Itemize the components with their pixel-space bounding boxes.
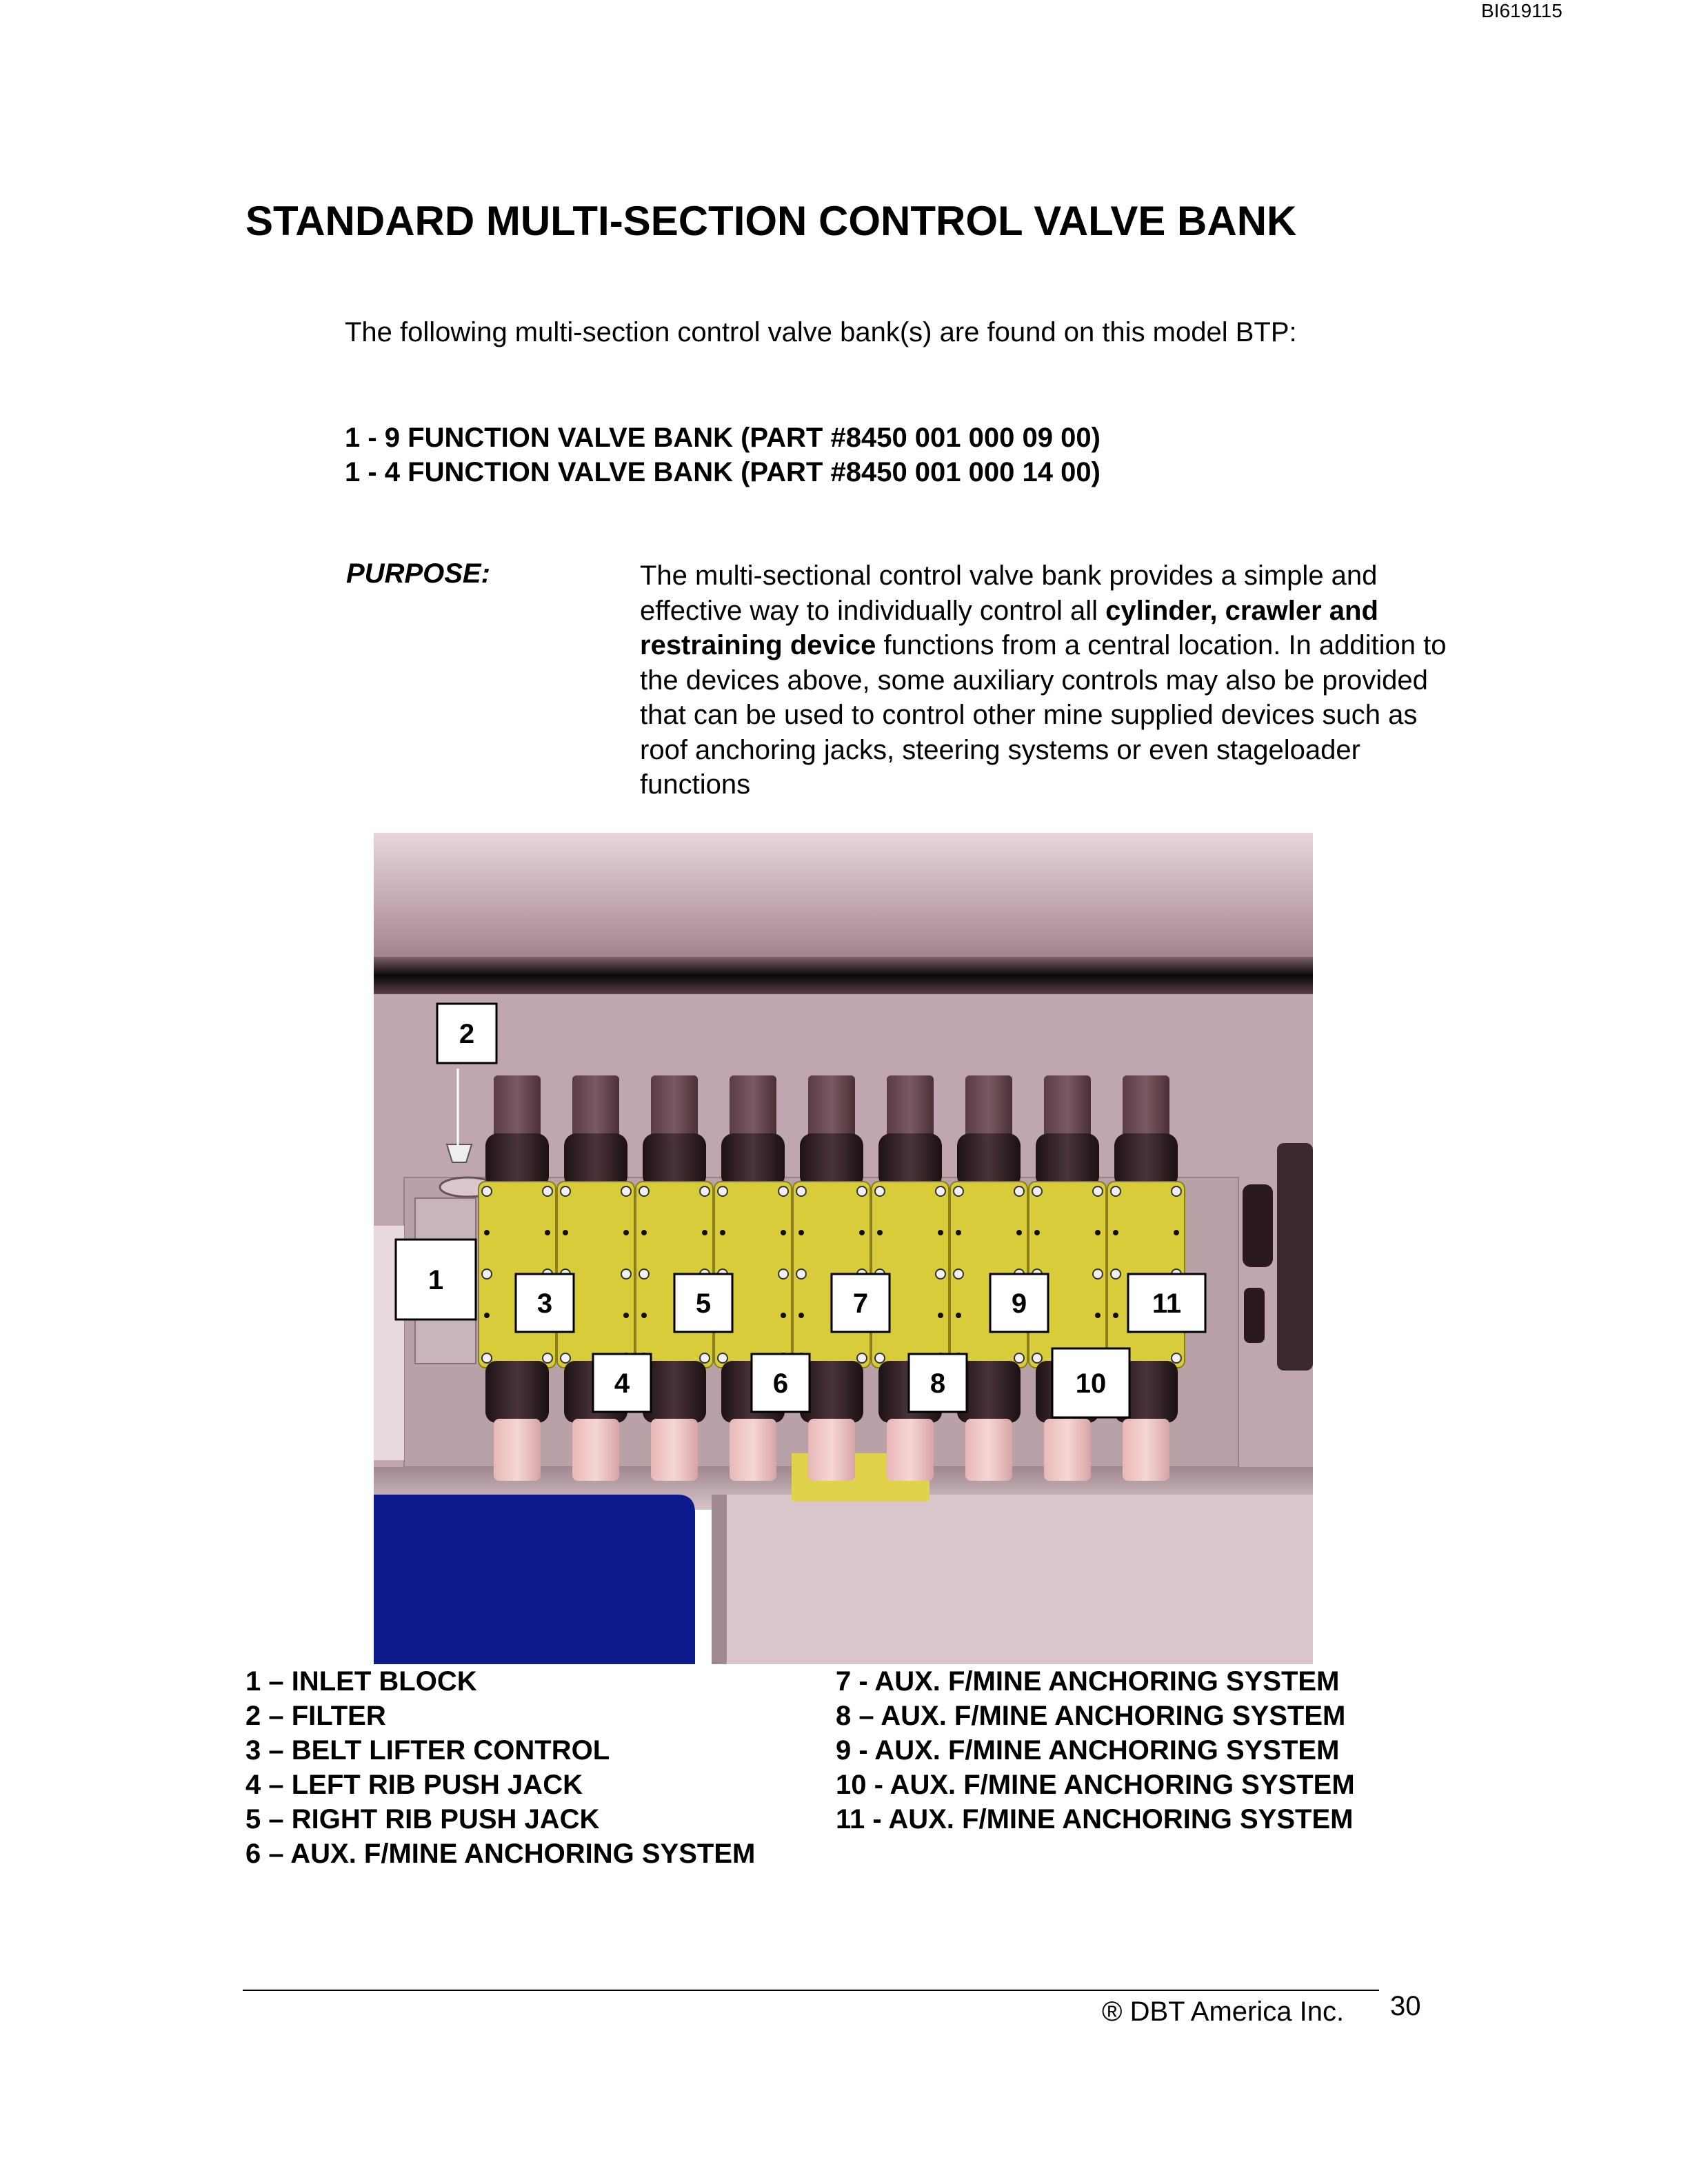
valve-upper-knob	[572, 1075, 619, 1138]
callout-label: 7	[852, 1288, 869, 1319]
valve-upper-knob	[887, 1075, 934, 1138]
valve-upper-knob	[965, 1075, 1012, 1138]
valve-lower-knob	[730, 1419, 776, 1481]
valve-dot	[1016, 1230, 1022, 1235]
valve-lower-handle	[485, 1361, 549, 1423]
valve-dot	[563, 1230, 568, 1235]
part-line: 1 - 9 FUNCTION VALVE BANK (PART #8450 001 000 09 00)	[345, 423, 1101, 453]
valve-dot	[641, 1313, 647, 1318]
valve-bolt	[1111, 1186, 1121, 1196]
legend-item: 5 – RIGHT RIB PUSH JACK	[245, 1804, 600, 1834]
footer-rule	[243, 1990, 1379, 1991]
valve-bolt	[778, 1269, 788, 1279]
valve-bolt	[1093, 1269, 1103, 1279]
valve-bolt	[639, 1186, 649, 1196]
valve-upper-knob	[1044, 1075, 1091, 1138]
valve-bolt	[700, 1353, 710, 1363]
callout-label: 4	[614, 1368, 630, 1399]
figure-bottom-right-panel	[727, 1495, 1313, 1664]
callout-label: 1	[428, 1265, 444, 1295]
valve-bolt	[718, 1186, 727, 1196]
valve-dot	[1113, 1230, 1118, 1235]
valve-dot	[641, 1230, 647, 1235]
valve-upper-handle	[564, 1133, 627, 1189]
legend-left	[245, 1664, 755, 1871]
legend-right	[836, 1664, 1355, 1837]
valve-bolt	[1111, 1269, 1121, 1279]
callout-label: 6	[772, 1368, 789, 1399]
valve-dot	[1174, 1230, 1179, 1235]
callout-label: 5	[695, 1288, 712, 1319]
valve-dot	[1113, 1313, 1118, 1318]
legend-item: 3 – BELT LIFTER CONTROL	[245, 1735, 610, 1766]
valve-bolt	[1172, 1186, 1181, 1196]
valve-bolt	[482, 1353, 492, 1363]
valve-lower-knob	[572, 1419, 619, 1481]
legend-item: 9 - AUX. F/MINE ANCHORING SYSTEM	[836, 1735, 1340, 1766]
purpose-text-part: functions from a central location. In addition to the devices above, some auxiliary controls may also be provided that can be used to control other mine supplied devices such as roof anchoring jacks, steering systems or even stageloader functions	[640, 630, 1447, 800]
valve-lower-knob	[651, 1419, 698, 1481]
callout-8	[909, 1354, 967, 1412]
valve-upper-handle	[485, 1133, 549, 1189]
legend-item: 10 - AUX. F/MINE ANCHORING SYSTEM	[836, 1770, 1355, 1800]
valve-bolt	[718, 1353, 727, 1363]
valve-dot	[1095, 1230, 1101, 1235]
valve-bolt	[621, 1269, 631, 1279]
valve-dot	[938, 1230, 943, 1235]
valve-bolt	[543, 1186, 552, 1196]
callout-label: 11	[1152, 1288, 1182, 1319]
callout-2	[437, 1004, 496, 1063]
legend-item: 11 - AUX. F/MINE ANCHORING SYSTEM	[836, 1804, 1354, 1834]
valve-dot	[798, 1313, 804, 1318]
valve-upper-knob	[808, 1075, 855, 1138]
purpose-text-part: The multi-sectional control valve bank provides a simple and effective way to individually control all	[640, 560, 1378, 626]
figure-black-bar	[374, 957, 1313, 994]
valve-lower-knob	[887, 1419, 934, 1481]
valve-lower-knob	[965, 1419, 1012, 1481]
valve-upper-handle	[957, 1133, 1021, 1189]
outlet-fitting	[1244, 1288, 1265, 1343]
valve-dot	[956, 1230, 961, 1235]
valve-upper-knob	[651, 1075, 698, 1138]
callout-11	[1128, 1274, 1205, 1332]
callout-label: 10	[1075, 1368, 1107, 1399]
valve-bolt	[875, 1353, 885, 1363]
valve-lower-knob	[1123, 1419, 1169, 1481]
callout-1	[396, 1240, 476, 1320]
callout-9	[990, 1274, 1048, 1332]
valve-dot	[545, 1230, 550, 1235]
valve-dot	[702, 1230, 707, 1235]
valve-dot	[484, 1313, 490, 1318]
valve-upper-handle	[878, 1133, 942, 1189]
valve-bolt	[543, 1353, 552, 1363]
valve-bolt	[954, 1269, 963, 1279]
legend-item: 6 – AUX. F/MINE ANCHORING SYSTEM	[245, 1839, 756, 1869]
callout-6	[752, 1354, 810, 1412]
purpose-label: PURPOSE:	[346, 558, 490, 589]
valve-upper-handle	[643, 1133, 706, 1189]
valve-dot	[859, 1230, 865, 1235]
valve-bolt	[700, 1186, 710, 1196]
valve-dot	[781, 1230, 786, 1235]
valve-dot	[781, 1313, 786, 1318]
valve-lower-handle	[643, 1361, 706, 1423]
valve-bolt	[796, 1269, 806, 1279]
valve-dot	[956, 1313, 961, 1318]
valve-upper-knob	[730, 1075, 776, 1138]
valve-dot	[798, 1230, 804, 1235]
callout-3	[516, 1274, 574, 1332]
callout-10	[1052, 1348, 1129, 1417]
callout-label: 8	[930, 1368, 946, 1399]
part-line: 1 - 4 FUNCTION VALVE BANK (PART #8450 001 000 14 00)	[345, 457, 1101, 487]
valve-bolt	[796, 1186, 806, 1196]
valve-dot	[720, 1230, 725, 1235]
valve-bolt	[1032, 1186, 1042, 1196]
callout-label: 2	[459, 1019, 475, 1049]
valve-lower-knob	[494, 1419, 541, 1481]
valve-dot	[623, 1313, 629, 1318]
callout-label: 3	[536, 1288, 553, 1319]
valve-bolt	[621, 1186, 631, 1196]
valve-bolt	[857, 1353, 867, 1363]
legend-item: 7 - AUX. F/MINE ANCHORING SYSTEM	[836, 1666, 1340, 1697]
figure-blue-panel	[374, 1495, 695, 1664]
purpose-text	[640, 558, 1467, 802]
valve-upper-handle	[1114, 1133, 1178, 1189]
valve-dot	[623, 1230, 629, 1235]
valve-bolt	[1014, 1353, 1024, 1363]
figure-divider-strip	[712, 1495, 727, 1664]
valve-bolt	[936, 1269, 945, 1279]
valve-dot	[1095, 1313, 1101, 1318]
valve-bolt	[875, 1186, 885, 1196]
callout-label: 9	[1011, 1288, 1027, 1319]
valve-upper-handle	[721, 1133, 785, 1189]
valve-bolt	[561, 1353, 570, 1363]
legend-item: 2 – FILTER	[245, 1701, 386, 1731]
valve-dot	[938, 1313, 943, 1318]
valve-bolt	[639, 1269, 649, 1279]
valve-bolt	[561, 1186, 570, 1196]
valve-bank-figure	[374, 833, 1313, 1664]
valve-dot	[484, 1230, 490, 1235]
callout-7	[832, 1274, 890, 1332]
legend-item: 1 – INLET BLOCK	[245, 1666, 477, 1697]
valve-bolt	[1032, 1353, 1042, 1363]
outlet-fitting	[1243, 1184, 1273, 1267]
intro-text: The following multi-section control valve bank(s) are found on this model BTP:	[345, 317, 1297, 347]
legend-item: 4 – LEFT RIB PUSH JACK	[245, 1770, 583, 1800]
valve-dot	[877, 1230, 883, 1235]
valve-upper-knob	[1123, 1075, 1169, 1138]
callout-5	[674, 1274, 732, 1332]
valve-bolt	[1172, 1353, 1181, 1363]
valve-bolt	[1093, 1186, 1103, 1196]
outlet-fitting	[1277, 1143, 1313, 1371]
parts-list	[345, 421, 1101, 489]
valve-upper-knob	[494, 1075, 541, 1138]
figure-top-band	[374, 833, 1313, 964]
page-number: 30	[1390, 1991, 1421, 2021]
valve-bolt	[1014, 1186, 1024, 1196]
legend-item: 8 – AUX. F/MINE ANCHORING SYSTEM	[836, 1701, 1346, 1731]
callout-4	[593, 1354, 651, 1412]
valve-bolt	[778, 1186, 788, 1196]
valve-lower-knob	[808, 1419, 855, 1481]
page-title: STANDARD MULTI-SECTION CONTROL VALVE BANK	[245, 198, 1297, 244]
valve-upper-handle	[1036, 1133, 1099, 1189]
valve-bolt	[482, 1269, 492, 1279]
valve-upper-handle	[800, 1133, 863, 1189]
document-id: BI619115	[1481, 0, 1563, 21]
valve-dot	[1034, 1230, 1040, 1235]
valve-bolt	[954, 1186, 963, 1196]
valve-bolt	[857, 1186, 867, 1196]
footer-copyright: ® DBT America Inc.	[1102, 1996, 1345, 2027]
valve-lower-knob	[1044, 1419, 1091, 1481]
valve-bolt	[482, 1186, 492, 1196]
purpose-text-bold: cylinder, crawler and restraining device	[640, 595, 1378, 660]
valve-bank-illustration	[374, 833, 1313, 1664]
valve-bolt	[936, 1186, 945, 1196]
